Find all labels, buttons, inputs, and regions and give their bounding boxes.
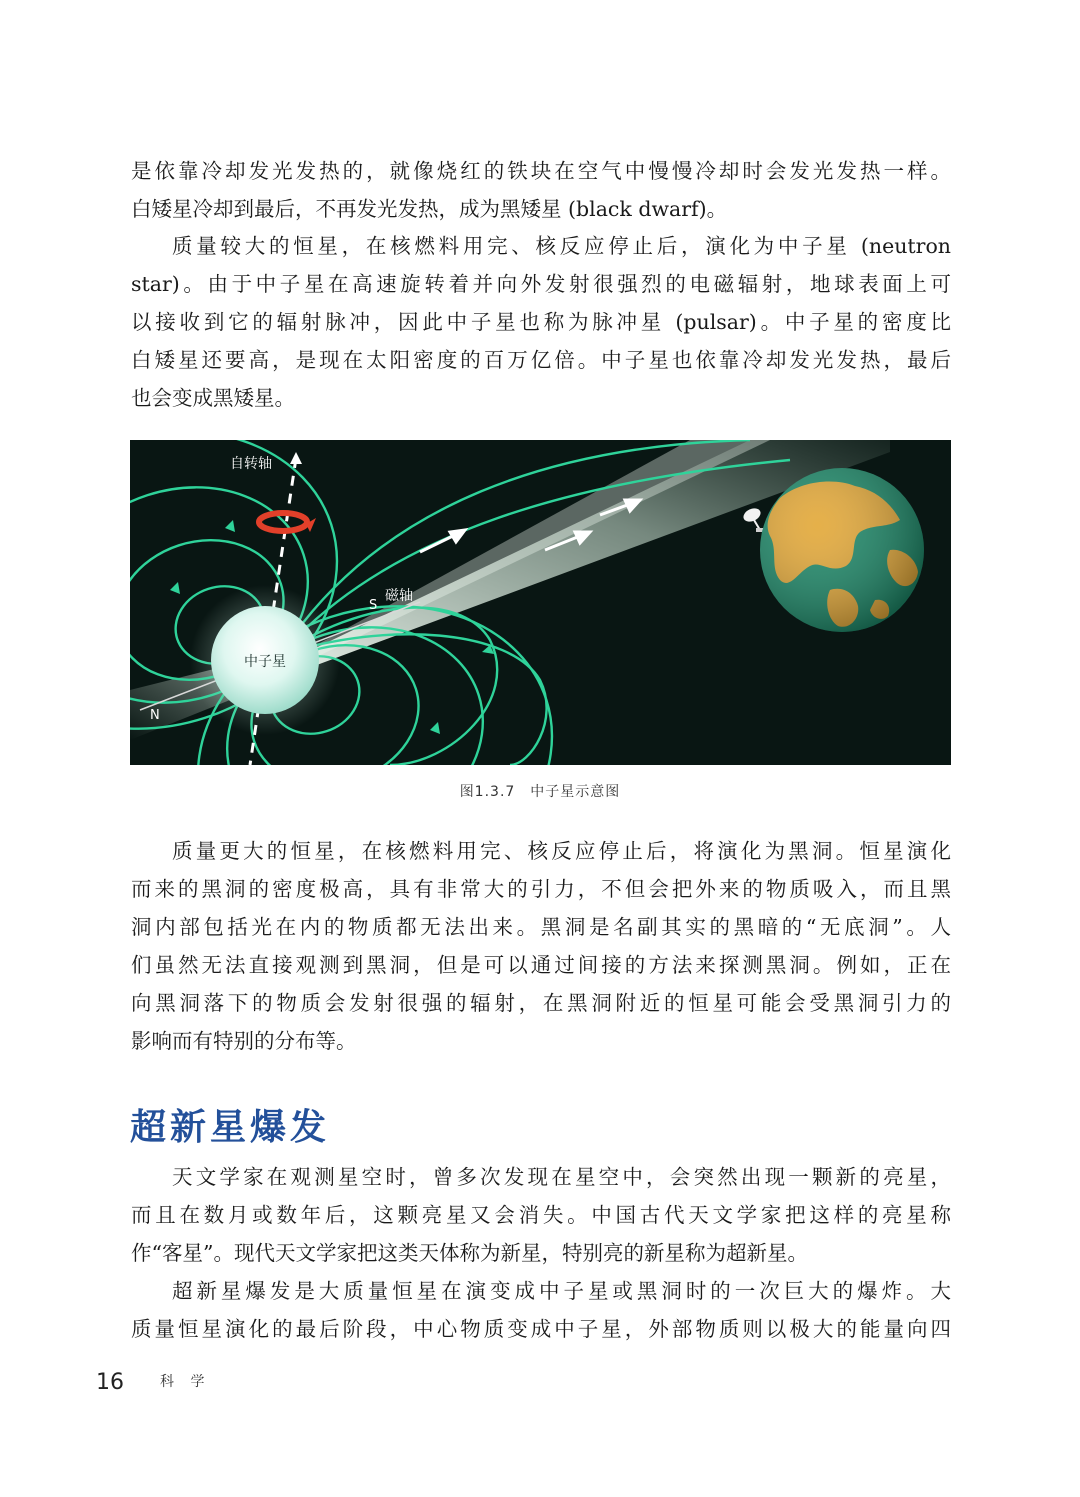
book-subject: 科 学 xyxy=(160,1374,211,1390)
text-line: 天文学家在观测星空时，曾多次发现在星空中，会突然出现一颗新的亮星， xyxy=(172,1165,951,1189)
text-line: 是依靠冷却发光发热的，就像烧红的铁块在空气中慢慢冷却时会发光发热一样。 xyxy=(131,159,951,183)
page-number: 16 xyxy=(96,1370,124,1395)
text-line: 影响而有特别的分布等。 xyxy=(131,1029,357,1053)
text-line: 质量更大的恒星，在核燃料用完、核反应停止后，将演化为黑洞。恒星演化 xyxy=(172,839,951,863)
text-line: 超新星爆发是大质量恒星在演变成中子星或黑洞时的一次巨大的爆炸。大 xyxy=(172,1279,951,1303)
section-heading: 超新星爆发 xyxy=(130,1107,331,1148)
page-footer xyxy=(96,1370,210,1395)
text-line: 而且在数月或数年后，这颗亮星又会消失。中国古代天文学家把这样的亮星称 xyxy=(131,1203,951,1227)
text-line: 也会变成黑矮星。 xyxy=(131,386,295,410)
text-line: 洞内部包括光在内的物质都无法出来。黑洞是名副其实的黑暗的“无底洞”。人 xyxy=(131,915,951,939)
text-line: 而来的黑洞的密度极高，具有非常大的引力，不但会把外来的物质吸入，而且黑 xyxy=(131,877,951,901)
label-south-pole: S xyxy=(369,598,378,613)
neutron-star-illustration xyxy=(130,440,951,765)
text-line: 白矮星冷却到最后，不再发光发热，成为黑矮星 (black dwarf)。 xyxy=(131,197,728,221)
label-rotation-axis: 自转轴 xyxy=(230,456,272,472)
label-magnetic-axis: 磁轴 xyxy=(385,588,413,604)
label-neutron-star: 中子星 xyxy=(244,654,286,670)
text-line: 白矮星还要高，是现在太阳密度的百万亿倍。中子星也依靠冷却发光发热，最后 xyxy=(131,348,951,372)
figure-caption: 图1.3.7 中子星示意图 xyxy=(459,784,621,800)
text-line: 们虽然无法直接观测到黑洞，但是可以通过间接的方法来探测黑洞。例如，正在 xyxy=(131,953,951,977)
earth-icon xyxy=(760,468,924,632)
text-line: 向黑洞落下的物质会发射很强的辐射，在黑洞附近的恒星可能会受黑洞引力的 xyxy=(131,991,951,1015)
text-line: 质量较大的恒星，在核燃料用完、核反应停止后，演化为中子星 (neutron xyxy=(172,234,951,258)
text-line: 作“客星”。现代天文学家把这类天体称为新星，特别亮的新星称为超新星。 xyxy=(131,1241,808,1265)
text-line: 质量恒星演化的最后阶段，中心物质变成中子星，外部物质则以极大的能量向四 xyxy=(131,1317,951,1341)
text-line: star)。由于中子星在高速旋转着并向外发射很强烈的电磁辐射，地球表面上可 xyxy=(131,272,951,296)
text-line: 以接收到它的辐射脉冲，因此中子星也称为脉冲星 (pulsar)。中子星的密度比 xyxy=(131,310,951,334)
label-north-pole: N xyxy=(150,708,160,723)
